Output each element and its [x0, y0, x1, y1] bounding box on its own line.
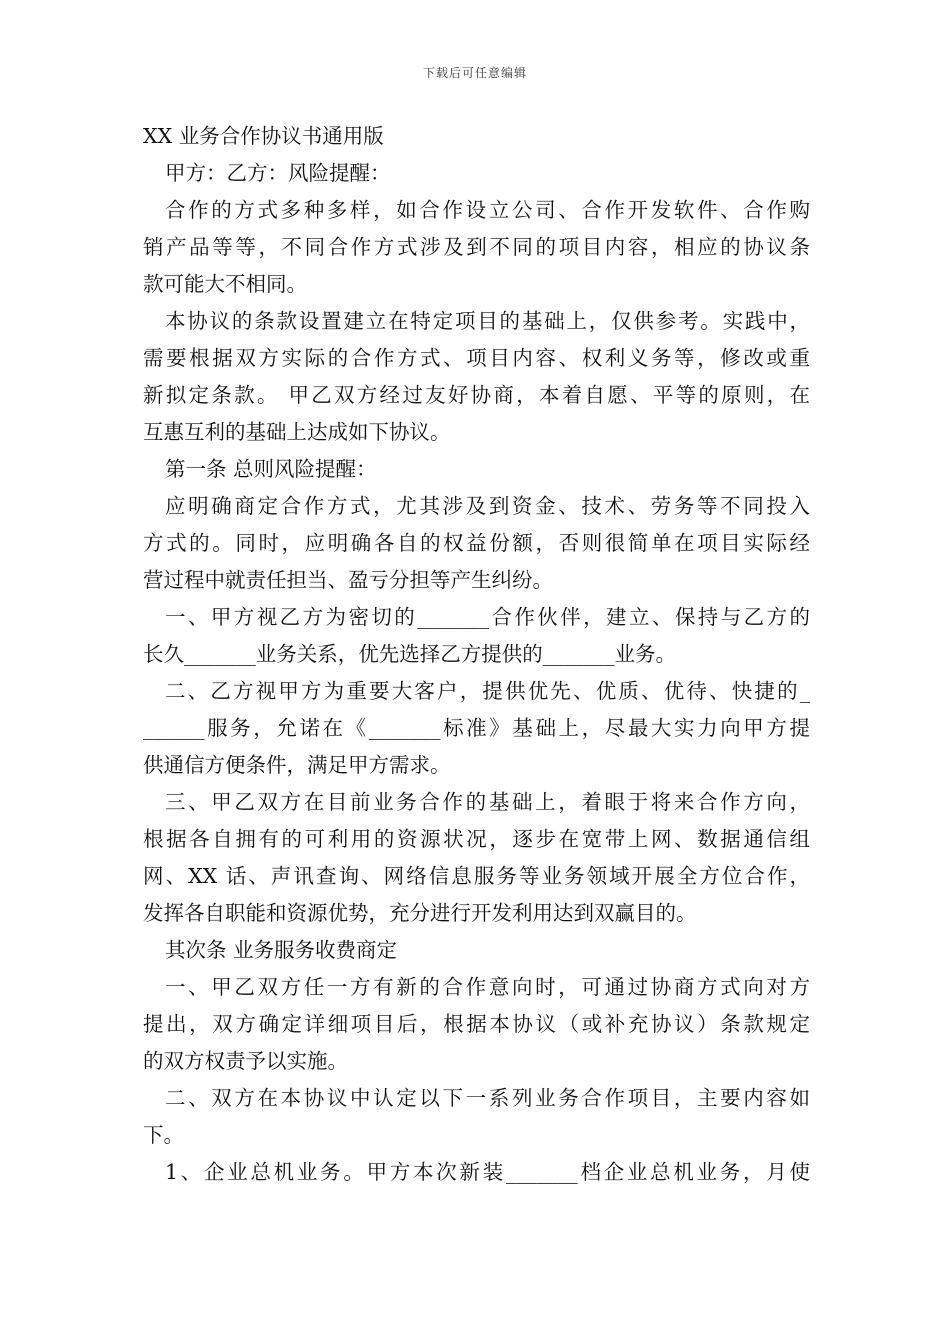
- text-line: ______服务，允诺在《_______标准》基础上，尽最大实力向甲方提: [143, 716, 810, 740]
- text-line: 下。: [143, 1123, 184, 1147]
- text-line: 营过程中就责任担当、盈亏分担等产生纠纷。: [143, 568, 553, 592]
- text-line: 二、乙方视甲方为重要大客户，提供优先、优质、优待、快捷的_: [165, 679, 810, 703]
- text-line: 方式的。同时，应明确各自的权益份额，否则很简单在项目实际经: [143, 531, 810, 555]
- text-line: 款可能大不相同。: [143, 272, 307, 296]
- text-line: 新拟定条款。 甲乙双方经过友好协商，本着自愿、平等的原则，在: [143, 383, 810, 407]
- text-line: 合作的方式多种多样，如合作设立公司、合作开发软件、合作购: [165, 198, 810, 222]
- text-line: 发挥各自职能和资源优势，充分进行开发利用达到双赢目的。: [143, 901, 697, 925]
- text-line: 供通信方便条件，满足甲方需求。: [143, 753, 451, 777]
- page-header: 下载后可任意编辑: [422, 66, 527, 80]
- text-line: 第一条 总则风险提醒：: [165, 457, 377, 481]
- text-line: 提出，双方确定详细项目后，根据本协议（或补充协议）条款规定: [143, 1012, 810, 1036]
- text-line: 根据各自拥有的可利用的资源状况，逐步在宽带上网、数据通信组: [143, 827, 810, 851]
- text-line: 应明确商定合作方式，尤其涉及到资金、技术、劳务等不同投入: [165, 494, 810, 518]
- text-line: 其次条 业务服务收费商定: [165, 938, 398, 962]
- text-line: 甲方：乙方：风险提醒：: [165, 161, 391, 185]
- text-line: 本协议的条款设置建立在特定项目的基础上，仅供参考。实践中，: [165, 309, 810, 333]
- text-line: 的双方权责予以实施。: [143, 1049, 348, 1073]
- text-line: XX 业务合作协议书通用版: [143, 124, 384, 148]
- text-line: 一、甲乙双方任一方有新的合作意向时，可通过协商方式向对方: [165, 975, 810, 999]
- text-line: 1、企业总机业务。甲方本次新装_______档企业总机业务，月使: [165, 1160, 810, 1184]
- text-line: 需要根据双方实际的合作方式、项目内容、权利义务等，修改或重: [143, 346, 810, 370]
- document-body: [143, 118, 810, 1191]
- text-line: 三、甲乙双方在目前业务合作的基础上，着眼于将来合作方向，: [165, 790, 810, 814]
- text-line: 一、甲方视乙方为密切的_______合作伙伴，建立、保持与乙方的: [165, 605, 810, 629]
- text-line: 网、XX 话、声讯查询、网络信息服务等业务领域开展全方位合作，: [143, 864, 810, 888]
- text-line: 二、双方在本协议中认定以下一系列业务合作项目，主要内容如: [165, 1086, 810, 1110]
- text-line: 销产品等等，不同合作方式涉及到不同的项目内容，相应的协议条: [143, 235, 810, 259]
- text-line: 互惠互利的基础上达成如下协议。: [143, 420, 451, 444]
- text-line: 长久_______业务关系，优先选择乙方提供的_______业务。: [143, 642, 676, 666]
